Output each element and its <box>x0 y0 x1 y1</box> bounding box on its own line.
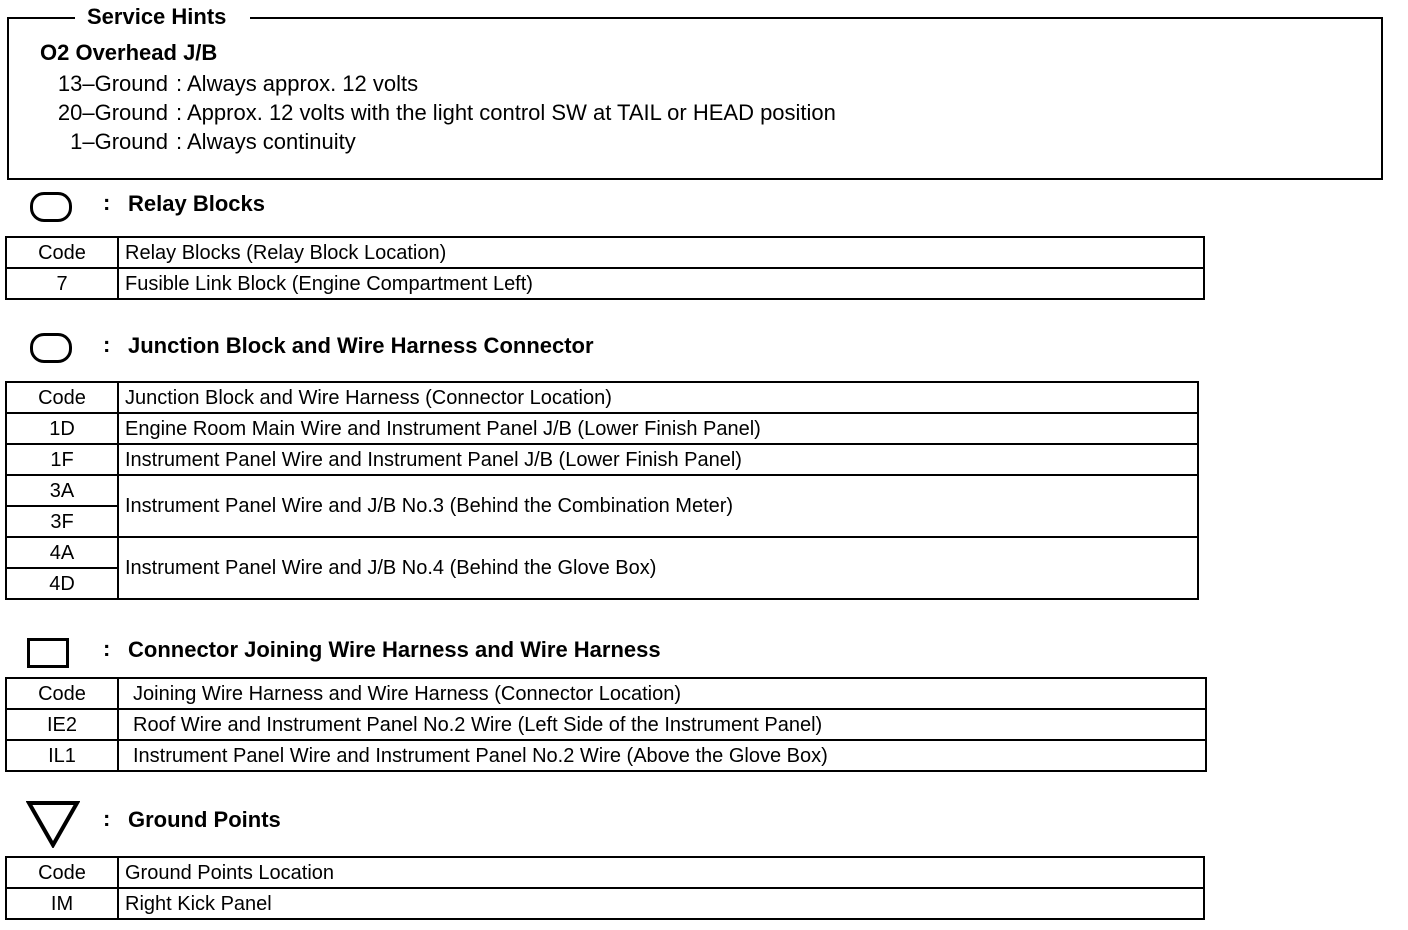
table-row <box>6 413 1198 444</box>
table-row <box>6 444 1198 475</box>
service-hints-heading: O2 Overhead J/B <box>40 40 218 65</box>
location-cell: Fusible Link Block (Engine Compartment Left) <box>118 268 1204 299</box>
table-header-row <box>6 857 1204 888</box>
table-header-row <box>6 237 1204 268</box>
section-colon: : <box>103 332 111 357</box>
table-header-row <box>6 678 1206 709</box>
table-row <box>6 268 1204 299</box>
table-row <box>6 740 1206 771</box>
hint-term: 13–Ground <box>57 71 168 96</box>
code-header: Code <box>6 678 118 709</box>
location-cell: Right Kick Panel <box>118 888 1204 919</box>
junction-block-table <box>5 381 1199 600</box>
code-cell: 4D <box>6 568 118 599</box>
ground-points-table <box>5 856 1205 920</box>
triangle-down-icon <box>26 800 80 848</box>
section-colon: : <box>103 190 111 215</box>
ground-points-title: Ground Points <box>128 807 281 832</box>
location-header: Joining Wire Harness and Wire Harness (Connector Location) <box>118 678 1206 709</box>
location-header: Ground Points Location <box>118 857 1204 888</box>
rectangle-icon <box>27 638 69 668</box>
location-header: Junction Block and Wire Harness (Connector Location) <box>118 382 1198 413</box>
location-cell: Instrument Panel Wire and J/B No.4 (Behind the Glove Box) <box>118 537 1198 599</box>
table-row <box>6 888 1204 919</box>
location-header: Relay Blocks (Relay Block Location) <box>118 237 1204 268</box>
code-cell: 1D <box>6 413 118 444</box>
code-header: Code <box>6 857 118 888</box>
table-row <box>6 537 1198 568</box>
code-cell: IE2 <box>6 709 118 740</box>
location-cell: Engine Room Main Wire and Instrument Panel J/B (Lower Finish Panel) <box>118 413 1198 444</box>
table-row <box>6 475 1198 506</box>
code-header: Code <box>6 382 118 413</box>
hint-term: 1–Ground <box>70 129 168 154</box>
location-cell: Instrument Panel Wire and Instrument Panel J/B (Lower Finish Panel) <box>118 444 1198 475</box>
hint-desc: : Always continuity <box>176 129 356 154</box>
table-header-row <box>6 382 1198 413</box>
section-colon: : <box>103 636 111 661</box>
table-row <box>6 709 1206 740</box>
code-cell: IM <box>6 888 118 919</box>
hint-term: 20–Ground <box>57 100 168 125</box>
oval-icon <box>30 333 72 363</box>
code-cell: IL1 <box>6 740 118 771</box>
hint-desc: : Approx. 12 volts with the light control SW at TAIL or HEAD position <box>176 100 836 125</box>
oval-icon <box>30 192 72 222</box>
relay-blocks-table <box>5 236 1205 300</box>
location-cell: Instrument Panel Wire and J/B No.3 (Behind the Combination Meter) <box>118 475 1198 537</box>
code-header: Code <box>6 237 118 268</box>
connector-title: Connector Joining Wire Harness and Wire Harness <box>128 637 661 662</box>
location-cell: Roof Wire and Instrument Panel No.2 Wire (Left Side of the Instrument Panel) <box>118 709 1206 740</box>
relay-blocks-title: Relay Blocks <box>128 191 265 216</box>
location-cell: Instrument Panel Wire and Instrument Panel No.2 Wire (Above the Glove Box) <box>118 740 1206 771</box>
section-colon: : <box>103 806 111 831</box>
connector-table <box>5 677 1207 772</box>
hint-desc: : Always approx. 12 volts <box>176 71 419 96</box>
code-cell: 3F <box>6 506 118 537</box>
code-cell: 3A <box>6 475 118 506</box>
junction-block-title: Junction Block and Wire Harness Connector <box>128 333 594 358</box>
service-hints-title: Service Hints <box>75 4 250 30</box>
code-cell: 7 <box>6 268 118 299</box>
code-cell: 1F <box>6 444 118 475</box>
code-cell: 4A <box>6 537 118 568</box>
